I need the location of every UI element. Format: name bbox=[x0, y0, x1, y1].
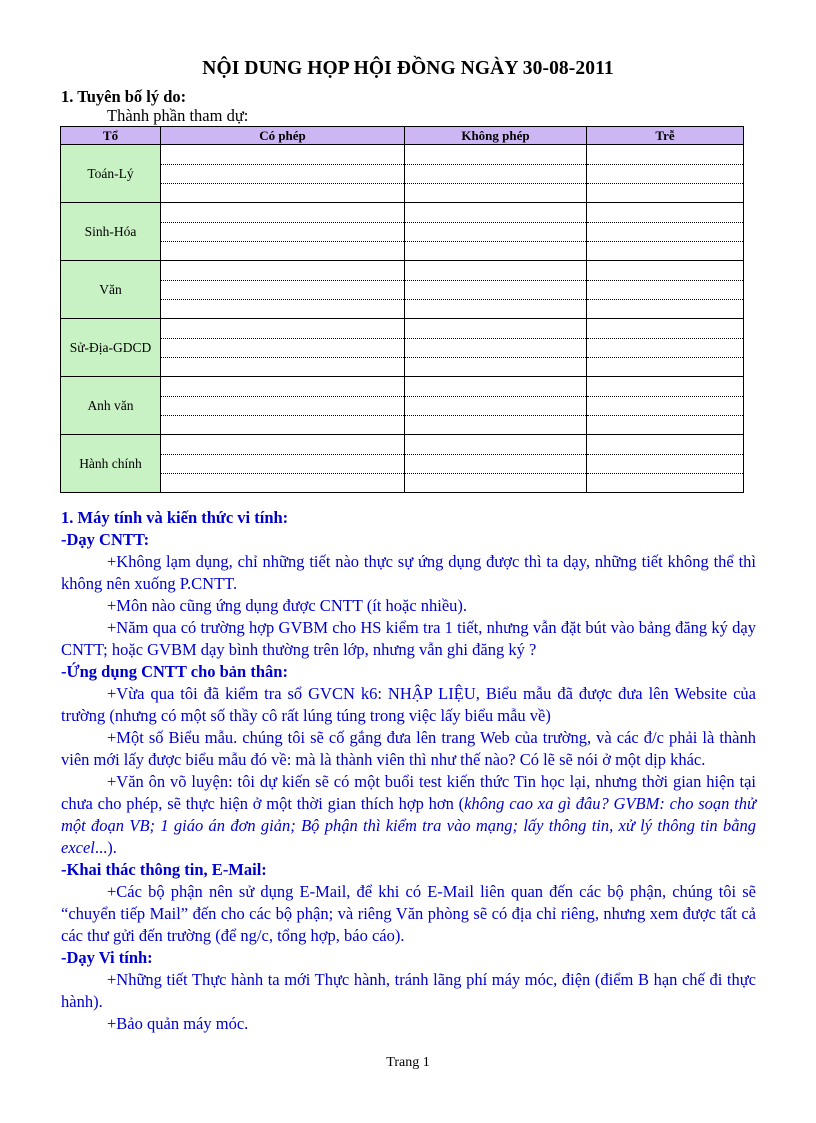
paragraph-text: +Văn ôn võ luyện: tôi dự kiến sẽ có một buổi test kiến thức Tin học lại, nhưng thời gian hiện tại chưa cho phép, sẽ thực hiện ở một thời gian thích hợp hơn ( bbox=[61, 772, 756, 813]
subheading-teaching-it: -Dạy CNTT: bbox=[61, 530, 150, 549]
header-unexcused: Không phép bbox=[405, 127, 587, 145]
unexcused-cell bbox=[405, 319, 587, 339]
unexcused-cell bbox=[405, 242, 587, 261]
unexcused-cell bbox=[405, 397, 587, 416]
table-header-row bbox=[61, 127, 744, 145]
late-cell bbox=[587, 377, 744, 397]
late-cell bbox=[587, 339, 744, 358]
group-name-cell: Sử-Địa-GDCD bbox=[61, 319, 161, 377]
excused-cell bbox=[161, 242, 405, 261]
paragraph: +Vừa qua tôi đã kiểm tra sổ GVCN k6: NHẬP LIỆU, Biểu mẫu đã được đưa lên Website của trường (nhưng có một số thầy cô rất lúng túng trong việc lấy biểu mẫu về) bbox=[61, 684, 756, 725]
group-name-cell: Anh văn bbox=[61, 377, 161, 435]
page-title: NỘI DUNG HỌP HỘI ĐỒNG NGÀY 30-08-2011 bbox=[202, 58, 614, 79]
late-cell bbox=[587, 145, 744, 165]
unexcused-cell bbox=[405, 358, 587, 377]
late-cell bbox=[587, 165, 744, 184]
paragraph: +Một số Biểu mẫu. chúng tôi sẽ cố gắng đưa lên trang Web của trường, và các đ/c phải là thành viên mới lấy được biểu mẫu đó về: mà là thành viên thì như thế nào? Có lẽ sẽ nói ở một dịp khác. bbox=[61, 728, 756, 769]
group-name-cell: Sinh-Hóa bbox=[61, 203, 161, 261]
unexcused-cell bbox=[405, 416, 587, 435]
paragraph-text: ...). bbox=[94, 838, 117, 857]
late-cell bbox=[587, 358, 744, 377]
attendance-table bbox=[60, 126, 744, 493]
excused-cell bbox=[161, 203, 405, 223]
excused-cell bbox=[161, 339, 405, 358]
unexcused-cell bbox=[405, 281, 587, 300]
unexcused-cell bbox=[405, 223, 587, 242]
table-row bbox=[61, 377, 744, 397]
unexcused-cell bbox=[405, 261, 587, 281]
paragraph: +Năm qua có trường hợp GVBM cho HS kiểm tra 1 tiết, nhưng vẫn đặt bút vào bảng đăng ký dạy CNTT; hoặc GVBM dạy bình thường trên lớp, nhưng vẫn ghi đăng ký ? bbox=[61, 618, 756, 659]
document-body bbox=[61, 507, 756, 1035]
excused-cell bbox=[161, 416, 405, 435]
table-row bbox=[61, 165, 744, 184]
excused-cell bbox=[161, 223, 405, 242]
unexcused-cell bbox=[405, 377, 587, 397]
paragraph: +Môn nào cũng ứng dụng được CNTT (ít hoặc nhiều). bbox=[107, 596, 468, 615]
unexcused-cell bbox=[405, 184, 587, 203]
late-cell bbox=[587, 300, 744, 319]
group-name-cell: Văn bbox=[61, 261, 161, 319]
late-cell bbox=[587, 474, 744, 493]
header-late: Trễ bbox=[587, 127, 744, 145]
page-number: Trang 1 bbox=[386, 1055, 430, 1070]
excused-cell bbox=[161, 281, 405, 300]
excused-cell bbox=[161, 358, 405, 377]
unexcused-cell bbox=[405, 435, 587, 455]
late-cell bbox=[587, 416, 744, 435]
excused-cell bbox=[161, 261, 405, 281]
table-row bbox=[61, 242, 744, 261]
unexcused-cell bbox=[405, 165, 587, 184]
excused-cell bbox=[161, 474, 405, 493]
table-row bbox=[61, 435, 744, 455]
unexcused-cell bbox=[405, 145, 587, 165]
excused-cell bbox=[161, 145, 405, 165]
unexcused-cell bbox=[405, 300, 587, 319]
late-cell bbox=[587, 281, 744, 300]
group-name-cell: Hành chính bbox=[61, 435, 161, 493]
excused-cell bbox=[161, 165, 405, 184]
header-group: Tổ bbox=[61, 127, 161, 145]
excused-cell bbox=[161, 435, 405, 455]
subheading-teaching-computing: -Dạy Vi tính: bbox=[61, 948, 153, 967]
late-cell bbox=[587, 203, 744, 223]
paragraph: +Bảo quản máy móc. bbox=[107, 1014, 249, 1033]
table-row bbox=[61, 184, 744, 203]
paragraph: +Những tiết Thực hành ta mới Thực hành, tránh lãng phí máy móc, điện (điểm B hạn chế đi thực hành). bbox=[61, 970, 756, 1011]
table-row bbox=[61, 339, 744, 358]
table-row bbox=[61, 416, 744, 435]
table-row bbox=[61, 223, 744, 242]
table-row bbox=[61, 203, 744, 223]
table-row bbox=[61, 281, 744, 300]
unexcused-cell bbox=[405, 339, 587, 358]
paragraph: +Không lạm dụng, chỉ những tiết nào thực sự ứng dụng được thì ta dạy, những tiết không thể thì không nên xuống P.CNTT. bbox=[61, 552, 756, 593]
table-row bbox=[61, 145, 744, 165]
late-cell bbox=[587, 184, 744, 203]
unexcused-cell bbox=[405, 474, 587, 493]
subheading-email: -Khai thác thông tin, E-Mail: bbox=[61, 860, 267, 879]
late-cell bbox=[587, 455, 744, 474]
excused-cell bbox=[161, 319, 405, 339]
table-row bbox=[61, 261, 744, 281]
paragraph-italic-text: không cao xa gì đâu? GVBM: cho soạn thử một đoạn VB; 1 giáo án đơn giản; Bộ phận thì kiểm tra vào mạng; lấy thông tin, xử lý thông tin bằng excel bbox=[61, 794, 756, 857]
group-name-cell: Toán-Lý bbox=[61, 145, 161, 203]
table-row bbox=[61, 300, 744, 319]
unexcused-cell bbox=[405, 203, 587, 223]
section-heading-computers: 1. Máy tính và kiến thức vi tính: bbox=[61, 508, 289, 527]
late-cell bbox=[587, 242, 744, 261]
late-cell bbox=[587, 319, 744, 339]
table-row bbox=[61, 358, 744, 377]
late-cell bbox=[587, 435, 744, 455]
late-cell bbox=[587, 397, 744, 416]
excused-cell bbox=[161, 300, 405, 319]
table-row bbox=[61, 397, 744, 416]
excused-cell bbox=[161, 455, 405, 474]
excused-cell bbox=[161, 377, 405, 397]
paragraph: +Các bộ phận nên sử dụng E-Mail, để khi có E-Mail liên quan đến các bộ phận, chúng tôi sẽ “chuyển tiếp Mail” đến cho các bộ phận; và riêng Văn phòng sẽ có địa chỉ riêng, nhưng xem được tất cả các thư gửi đến trường (để ng/c, tổng hợp, báo cáo). bbox=[61, 882, 756, 945]
header-excused: Có phép bbox=[161, 127, 405, 145]
table-row bbox=[61, 474, 744, 493]
unexcused-cell bbox=[405, 455, 587, 474]
section-heading-reason: 1. Tuyên bố lý do: bbox=[61, 87, 187, 106]
table-row bbox=[61, 455, 744, 474]
table-row bbox=[61, 319, 744, 339]
late-cell bbox=[587, 223, 744, 242]
paragraph bbox=[61, 771, 756, 859]
attendance-label: Thành phần tham dự: bbox=[107, 106, 249, 125]
subheading-it-for-self: -Ứng dụng CNTT cho bản thân: bbox=[61, 662, 288, 681]
excused-cell bbox=[161, 184, 405, 203]
excused-cell bbox=[161, 397, 405, 416]
late-cell bbox=[587, 261, 744, 281]
